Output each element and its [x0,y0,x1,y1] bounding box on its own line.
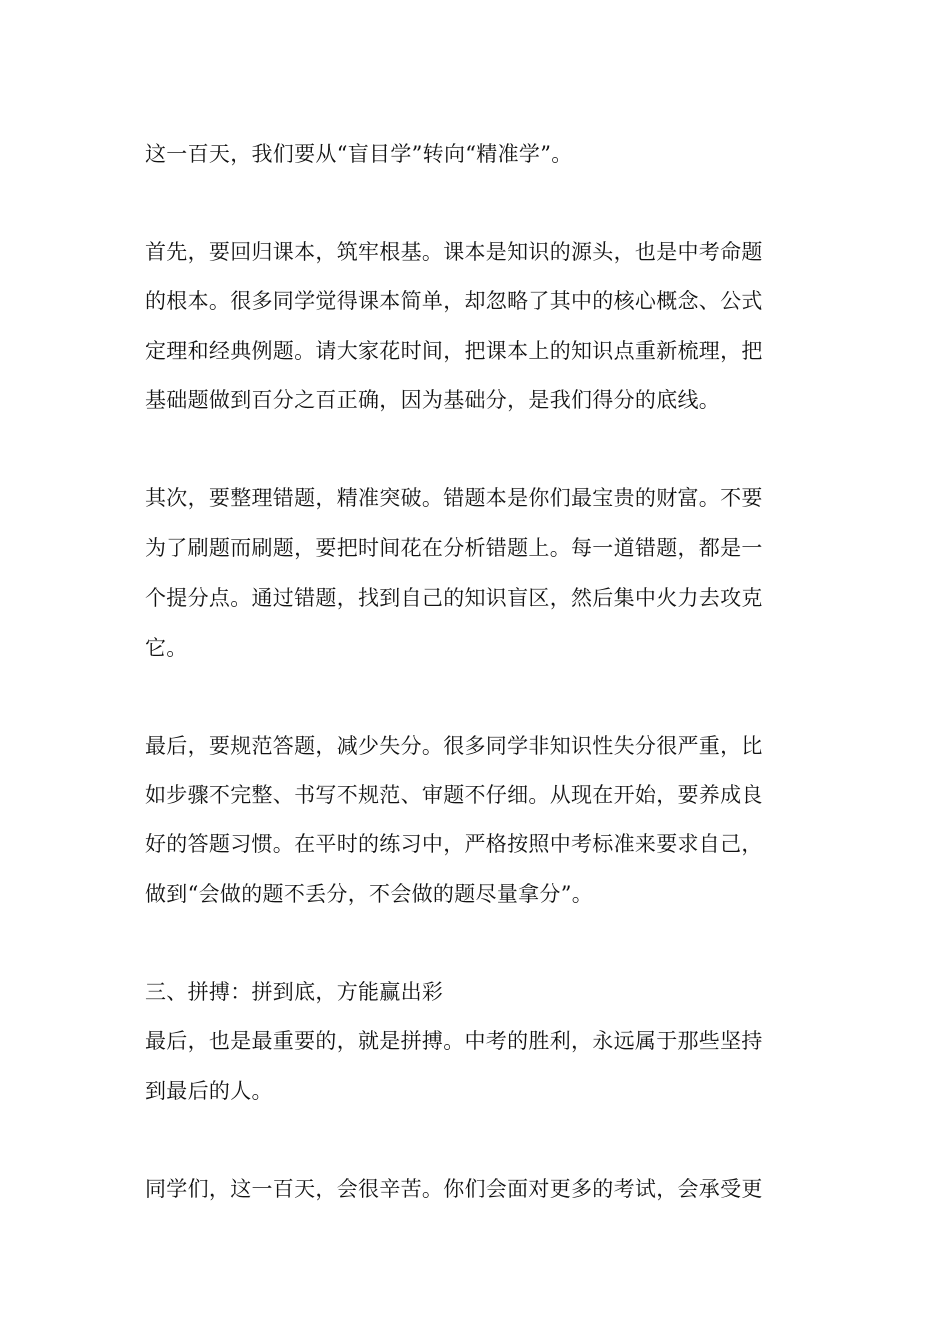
paragraph-4-line-3: 好的答题习惯。在平时的练习中，严格按照中考标准来要求自己， [145,832,763,856]
section-heading: 三、拼搏：拼到底，方能赢出彩 [145,980,444,1004]
paragraph-6-line-1: 同学们，这一百天，会很辛苦。你们会面对更多的考试，会承受更 [145,1177,763,1201]
paragraph-1-line-1: 这一百天，我们要从“盲目学”转向“精准学”。 [145,142,573,166]
paragraph-3-line-3: 个提分点。通过错题，找到自己的知识盲区，然后集中火力去攻克 [145,586,763,610]
paragraph-5-line-2: 到最后的人。 [145,1079,273,1103]
paragraph-3-line-4: 它。 [145,636,188,660]
paragraph-2-line-2: 的根本。很多同学觉得课本简单，却忽略了其中的核心概念、公式 [145,289,763,313]
paragraph-5-line-1: 最后，也是最重要的，就是拼搏。中考的胜利，永远属于那些坚持 [145,1029,763,1053]
paragraph-4-line-2: 如步骤不完整、书写不规范、审题不仔细。从现在开始，要养成良 [145,783,763,807]
paragraph-3-line-1: 其次，要整理错题，精准突破。错题本是你们最宝贵的财富。不要 [145,486,763,510]
paragraph-2-line-3: 定理和经典例题。请大家花时间，把课本上的知识点重新梳理，把 [145,339,763,363]
paragraph-2-line-1: 首先，要回归课本，筑牢根基。课本是知识的源头，也是中考命题 [145,240,763,264]
paragraph-2-line-4: 基础题做到百分之百正确，因为基础分，是我们得分的底线。 [145,388,721,412]
paragraph-4-line-4: 做到“会做的题不丢分，不会做的题尽量拿分”。 [145,882,594,906]
paragraph-3-line-2: 为了刷题而刷题，要把时间花在分析错题上。每一道错题，都是一 [145,536,763,560]
paragraph-4-line-1: 最后，要规范答题，减少失分。很多同学非知识性失分很严重，比 [145,734,763,758]
